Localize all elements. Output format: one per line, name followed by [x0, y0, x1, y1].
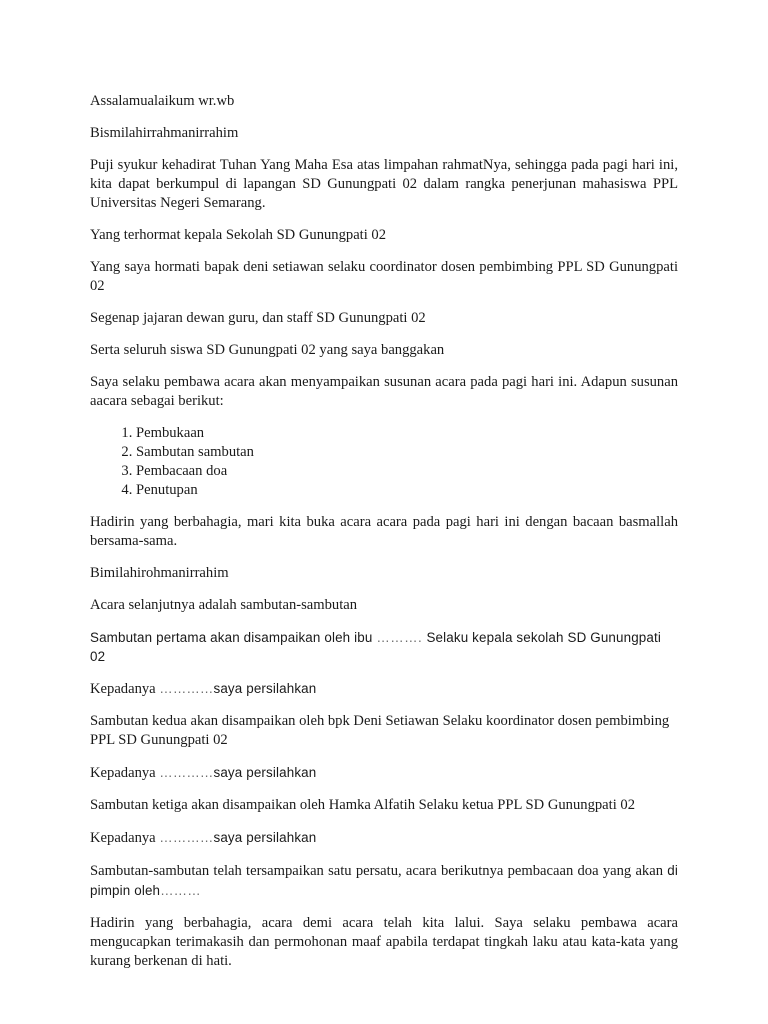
blank-dots: ………	[160, 883, 201, 898]
blank-dots: ……….	[376, 630, 427, 645]
prayer-led-by: di pimpin oleh	[90, 863, 678, 898]
agenda-intro: Saya selaku pembawa acara akan menyampaikan susunan acara pada pagi hari ini. Adapun susunan aacara sebagai berikut:	[90, 374, 678, 409]
blank-dots: …………	[159, 681, 214, 696]
basmalah-second: Bimilahirohmanirrahim	[90, 565, 229, 581]
list-item: 4. Penutupan	[136, 481, 678, 500]
invite-text: saya persilahkan	[213, 830, 317, 845]
blank-dots: …………	[159, 830, 214, 845]
prayer-text: Sambutan-sambutan telah tersampaikan satu persatu, acara berikutnya pembacaan doa yang akan	[90, 863, 668, 879]
invite-third	[90, 828, 678, 848]
speech-second: Sambutan kedua akan disampaikan oleh bpk Deni Setiawan Selaku koordinator dosen pembimbing PPL SD Gunungpati 02	[90, 713, 670, 748]
invite-first	[90, 679, 678, 699]
greeting: Assalamualaikum wr.wb	[90, 93, 235, 109]
opening-paragraph: Puji syukur kehadirat Tuhan Yang Maha Esa atas limpahan rahmatNya, sehingga pada pagi hari ini, kita dapat berkumpul di lapangan SD Gunungpati 02 dalam rangka penerjunan mahasiswa PPL Universitas Negeri Semarang.	[90, 157, 678, 211]
invite-text: saya persilahkan	[213, 681, 317, 696]
blank-dots: …………	[159, 765, 214, 780]
list-item: 2. Sambutan sambutan	[136, 443, 678, 462]
prayer-paragraph	[90, 861, 678, 901]
respect-students: Serta seluruh siswa SD Gunungpati 02 yang saya banggakan	[90, 342, 445, 358]
document-body	[90, 92, 678, 984]
speech-first-role: Selaku kepala sekolah SD Gunungpati 02	[90, 630, 662, 664]
respect-teachers: Segenap jajaran dewan guru, dan staff SD Gunungpati 02	[90, 310, 426, 326]
invite-second	[90, 763, 678, 783]
agenda-list	[90, 424, 678, 500]
invite-label: Kepadanya	[90, 765, 160, 781]
open-invite: Hadirin yang berbahagia, mari kita buka acara acara pada pagi hari ini dengan bacaan basmallah bersama-sama.	[90, 514, 678, 549]
list-item: 3. Pembacaan doa	[136, 462, 678, 481]
basmalah: Bismilahirrahmanirrahim	[90, 125, 239, 141]
list-item: 1. Pembukaan	[136, 424, 678, 443]
speech-first	[90, 628, 678, 666]
closing-paragraph: Hadirin yang berbahagia, acara demi acara telah kita lalui. Saya selaku pembawa acara mengucapkan terimakasih dan permohonan maaf apabila terdapat tingkah laku atau kata-kata yang kurang berkenan di hati.	[90, 915, 678, 969]
speech-first-text: Sambutan pertama akan disampaikan oleh ibu	[90, 630, 377, 645]
respect-coordinator: Yang saya hormati bapak deni setiawan selaku coordinator dosen pembimbing PPL SD Gunungpati 02	[90, 259, 678, 294]
speech-third: Sambutan ketiga akan disampaikan oleh Hamka Alfatih Selaku ketua PPL SD Gunungpati 02	[90, 797, 635, 813]
invite-text: saya persilahkan	[213, 765, 317, 780]
next-agenda: Acara selanjutnya adalah sambutan-sambutan	[90, 597, 358, 613]
respect-headmaster: Yang terhormat kepala Sekolah SD Gunungpati 02	[90, 227, 387, 243]
invite-label: Kepadanya	[90, 830, 160, 846]
invite-label: Kepadanya	[90, 681, 160, 697]
